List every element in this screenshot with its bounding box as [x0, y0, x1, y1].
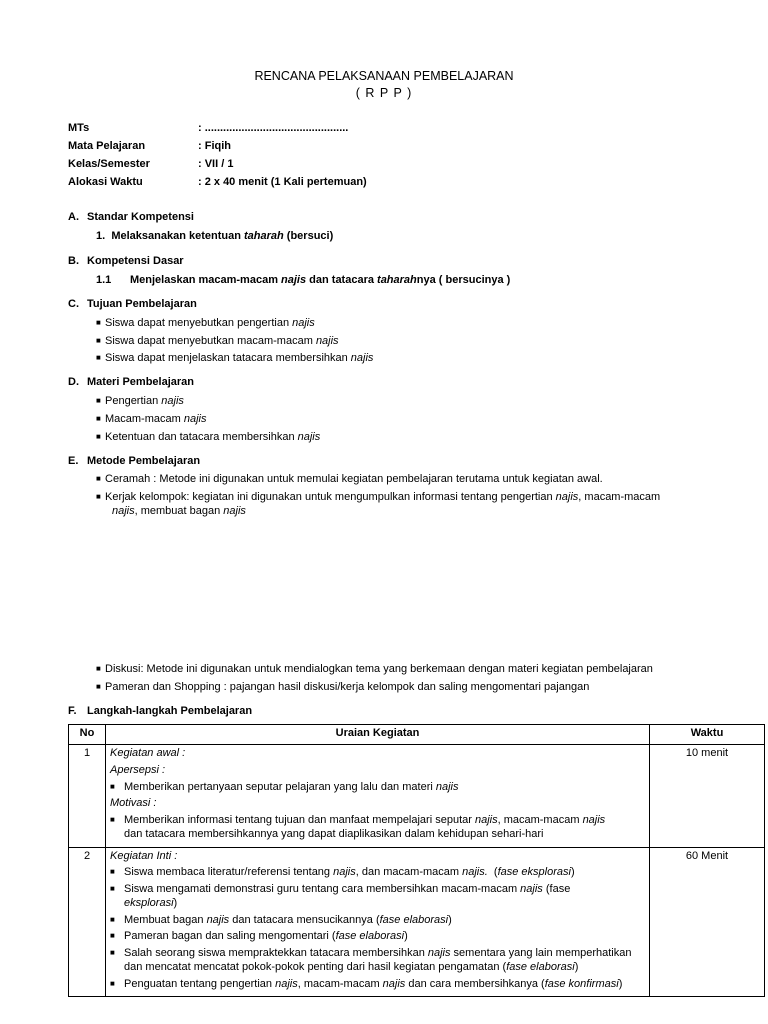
- section-c-item-text: Siswa dapat menjelaskan tatacara membersihkan: [105, 352, 351, 364]
- bullet-icon: ■: [96, 396, 101, 405]
- activity-item-text-post: dan tatacara membersihkannya yang dapat diaplikasikan dalam kehidupan sehari-hari: [124, 827, 544, 840]
- activity-item: [110, 883, 645, 911]
- bullet-icon: ■: [110, 914, 115, 924]
- activity-item-close: ): [570, 866, 575, 879]
- section-e-item-text: Pameran dan Shopping : pajangan hasil diskusi/kerja kelompok dan saling mengomentari pajangan: [105, 681, 590, 693]
- activity-item-close: ): [404, 930, 408, 943]
- activity-item-phase: fase elaborasi: [335, 930, 405, 943]
- section-e-item-text-c: , membuat bagan: [134, 505, 224, 517]
- row-number: 1: [69, 745, 106, 848]
- section-b-item-term2: taharah: [377, 274, 417, 286]
- bullet-icon: ■: [96, 682, 101, 691]
- activity-item-phase: fase elaborasi: [506, 960, 575, 973]
- section-d-item-text: Pengertian: [105, 395, 162, 407]
- row-activity: [106, 847, 650, 997]
- column-header-waktu: Waktu: [650, 725, 765, 745]
- bullet-icon: ■: [110, 781, 115, 791]
- section-a-item-number: 1.: [96, 230, 106, 242]
- activity-item-term: najis: [382, 977, 406, 990]
- section-c-item: [96, 317, 315, 331]
- activity-item-text-mid: (fase: [542, 883, 571, 895]
- steps-table: [68, 724, 765, 997]
- activity-item-text-mid: dan tatacara mensucikannya (: [229, 913, 380, 926]
- activity-item-close: ): [448, 913, 452, 926]
- activity-item-term: najis.: [462, 866, 488, 879]
- identity-value-mapel: : Fiqih: [198, 140, 231, 152]
- activity-item-text: Pameran bagan dan saling mengomentari (: [124, 930, 336, 943]
- bullet-icon: ■: [96, 336, 101, 345]
- section-c-heading: [68, 298, 197, 312]
- bullet-icon: ■: [96, 664, 101, 673]
- activity-item-close: ): [574, 960, 579, 973]
- section-b-heading: [68, 255, 184, 269]
- identity-value-alokasi: : 2 x 40 menit (1 Kali pertemuan): [198, 176, 367, 188]
- section-c-item: [96, 352, 373, 366]
- activity-item: [110, 914, 645, 928]
- row-duration: 10 menit: [650, 745, 765, 848]
- activity-phase-label: Kegiatan Inti :: [110, 849, 178, 862]
- activity-item: [110, 947, 645, 975]
- activity-item: [110, 866, 645, 880]
- section-f-title: Langkah-langkah Pembelajaran: [87, 705, 253, 717]
- section-c-item-term: najis: [350, 352, 374, 364]
- section-d-item: [96, 413, 206, 427]
- bullet-icon: ■: [96, 492, 101, 501]
- activity-phase-label: Kegiatan awal :: [110, 747, 186, 759]
- row-duration: 60 Menit: [650, 847, 765, 997]
- section-e-item: [96, 491, 660, 505]
- activity-item-text: Penguatan tentang pengertian: [124, 977, 276, 990]
- activity-item-term: najis: [520, 883, 543, 895]
- section-d-letter: D.: [68, 376, 79, 388]
- activity-item-text-mid: sementara yang lain memperhatikan dan mencatat mencatat pokok-pokok penting dari hasil kegiatan pengamatan (: [124, 947, 632, 973]
- activity-item-term: najis: [206, 913, 230, 926]
- identity-label-kelas: Kelas/Semester: [68, 158, 150, 170]
- section-b-item-term: najis: [281, 274, 307, 286]
- activity-item-term: najis: [427, 947, 451, 959]
- bullet-icon: ■: [110, 815, 115, 824]
- activity-item: [110, 978, 645, 992]
- bullet-icon: ■: [96, 474, 101, 483]
- column-header-no: No: [69, 725, 106, 745]
- activity-sub-label: Motivasi :: [110, 797, 157, 810]
- section-e-item: [96, 663, 653, 677]
- section-c-item-term: najis: [292, 317, 315, 329]
- bullet-icon: ■: [96, 353, 101, 362]
- activity-sub-label: Apersepsi :: [110, 763, 166, 776]
- section-c-title: Tujuan Pembelajaran: [87, 298, 197, 310]
- activity-item: [110, 781, 645, 795]
- activity-item-phase: fase konfirmasi: [544, 977, 619, 990]
- section-b-letter: B.: [68, 255, 79, 267]
- section-b-item: [96, 274, 510, 288]
- section-a-item-text: Melaksanakan ketentuan: [111, 230, 244, 242]
- section-b-item-mid: dan tatacara: [306, 274, 378, 286]
- column-header-uraian: Uraian Kegiatan: [106, 725, 650, 745]
- bullet-icon: ■: [110, 978, 115, 988]
- activity-item-text-mid: , macam-macam: [297, 977, 383, 990]
- section-d-item-term: najis: [183, 413, 207, 425]
- doc-subtitle: ( R P P ): [355, 86, 413, 100]
- bullet-icon: ■: [96, 318, 101, 327]
- activity-item-close: ): [618, 977, 623, 990]
- identity-label-alokasi: Alokasi Waktu: [68, 176, 143, 188]
- doc-title: RENCANA PELAKSANAAN PEMBELAJARAN: [254, 69, 514, 83]
- section-a-letter: A.: [68, 211, 79, 223]
- bullet-icon: ■: [110, 867, 115, 877]
- bullet-icon: ■: [110, 931, 115, 941]
- section-e-item-term: najis: [112, 505, 135, 517]
- activity-item-phase: fase elaborasi: [379, 913, 449, 926]
- section-d-item-text: Macam-macam: [105, 413, 184, 425]
- row-activity: [106, 745, 650, 848]
- section-d-item: [96, 431, 320, 445]
- section-e-item-text: Diskusi: Metode ini digunakan untuk mendialogkan tema yang berkemaan dengan materi kegiatan pembelajaran: [105, 663, 653, 675]
- activity-item-term: najis: [474, 814, 498, 826]
- activity-item-text-mid2: dan cara membersihkanya (: [405, 977, 545, 990]
- section-e-item-text: Ceramah : Metode ini digunakan untuk memulai kegiatan pembelajaran terutama untuk kegiatan awal.: [105, 473, 603, 485]
- bullet-icon: ■: [110, 948, 115, 957]
- identity-value-mts: : ...............................................: [198, 122, 349, 134]
- table-row: [69, 745, 765, 848]
- section-e-item: [96, 473, 603, 487]
- activity-item-text: Siswa membaca literatur/referensi tentang: [124, 866, 334, 879]
- identity-label-mts: MTs: [68, 122, 90, 134]
- activity-item-text: Siswa mengamati demonstrasi guru tentang cara membersihkan macam-macam: [124, 883, 521, 895]
- section-e-item-term: najis: [555, 491, 579, 503]
- identity-value-kelas: : VII / 1: [198, 158, 234, 170]
- section-b-item-number: 1.1: [96, 274, 112, 286]
- activity-item-term: najis: [275, 977, 298, 990]
- section-b-item-text: Menjelaskan macam-macam: [130, 274, 282, 286]
- activity-item-text: Membuat bagan: [124, 913, 207, 926]
- section-c-item-text: Siswa dapat menyebutkan macam-macam: [105, 335, 316, 347]
- section-a-item-term: taharah: [243, 230, 284, 242]
- activity-item: [110, 930, 645, 944]
- section-d-item-term: najis: [297, 431, 321, 443]
- row-number: 2: [69, 847, 106, 997]
- section-e-item: [96, 681, 589, 695]
- section-b-title: Kompetensi Dasar: [87, 255, 184, 267]
- section-b-item-suffix: nya ( bersucinya ): [416, 274, 511, 286]
- activity-item-term: najis: [333, 866, 356, 879]
- section-f-letter: F.: [68, 705, 77, 717]
- section-e-item-text: Kerjak kelompok: kegiatan ini digunakan untuk mengumpulkan informasi tentang pengertian: [105, 491, 556, 503]
- section-c-item-text: Siswa dapat menyebutkan pengertian: [105, 317, 293, 329]
- activity-item-text-post: (: [487, 866, 498, 879]
- section-e-item-continuation: [112, 505, 246, 519]
- section-c-letter: C.: [68, 298, 79, 310]
- section-d-title: Materi Pembelajaran: [87, 376, 194, 388]
- section-a-item: [96, 230, 333, 244]
- section-e-letter: E.: [68, 455, 79, 467]
- activity-item-text: Memberikan informasi tentang tujuan dan manfaat mempelajari seputar: [124, 814, 475, 826]
- section-e-item-term: najis: [223, 505, 246, 517]
- activity-item-text: Salah seorang siswa mempraktekkan tatacara membersihkan: [124, 947, 428, 959]
- activity-item-term: najis: [435, 780, 459, 793]
- section-d-item-text: Ketentuan dan tatacara membersihkan: [105, 431, 298, 443]
- section-a-item-suffix: (bersuci): [283, 230, 334, 242]
- activity-item-text-mid: , dan macam-macam: [355, 866, 463, 879]
- activity-item-phase: fase eksplorasi: [497, 866, 571, 879]
- bullet-icon: ■: [110, 884, 115, 893]
- table-row: [69, 847, 765, 997]
- activity-item-text-mid: , macam-macam: [497, 814, 583, 826]
- section-c-item-term: najis: [315, 335, 339, 347]
- bullet-icon: ■: [96, 414, 101, 423]
- section-f-heading: [68, 705, 252, 719]
- section-c-item: [96, 335, 339, 349]
- section-d-item-term: najis: [161, 395, 184, 407]
- section-a-heading: [68, 211, 194, 225]
- activity-item: [110, 814, 645, 842]
- section-d-item: [96, 395, 184, 409]
- table-header-row: [69, 725, 765, 745]
- section-d-heading: [68, 376, 194, 390]
- section-a-title: Standar Kompetensi: [87, 211, 194, 223]
- section-e-item-text-b: , macam-macam: [578, 491, 661, 503]
- bullet-icon: ■: [96, 432, 101, 441]
- section-e-heading: [68, 455, 200, 469]
- activity-item-phase: eksplorasi: [124, 896, 174, 909]
- activity-item-term: najis: [582, 814, 606, 826]
- activity-item-text: Memberikan pertanyaan seputar pelajaran yang lalu dan materi: [124, 780, 436, 793]
- identity-label-mapel: Mata Pelajaran: [68, 140, 146, 152]
- activity-item-close: ): [173, 896, 178, 909]
- section-e-title: Metode Pembelajaran: [87, 455, 201, 467]
